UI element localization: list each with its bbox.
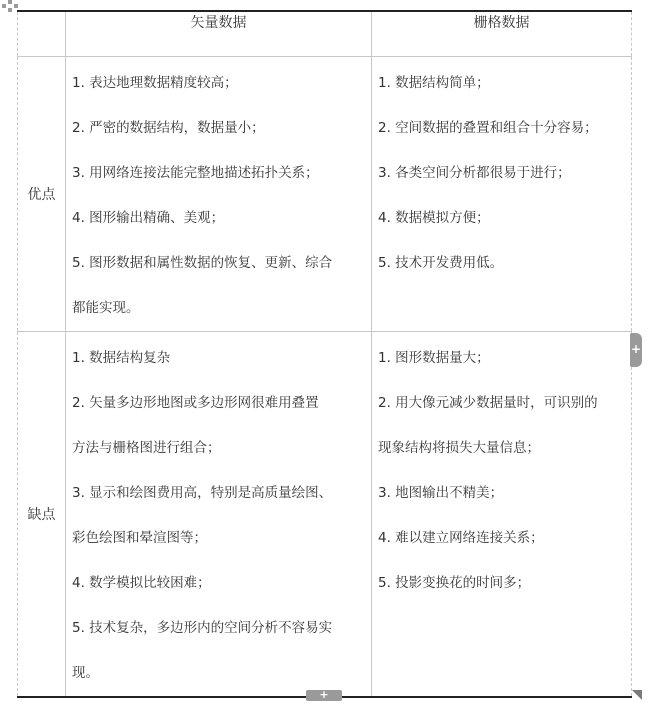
list-item: 1. 数据结构简单； [378, 75, 490, 91]
list-item: 现象结构将损失大量信息； [378, 440, 540, 456]
list-item: 2. 用大像元减少数据量时，可识别的 [378, 395, 598, 411]
list-item: 3. 各类空间分析都很易于进行； [378, 165, 571, 181]
advantages-vector-cell[interactable] [66, 57, 372, 332]
comparison-table [17, 10, 632, 698]
list-item: 1. 数据结构复杂 [72, 350, 171, 366]
row-label-disadvantages[interactable]: 缺点 [18, 332, 66, 698]
disadvantages-row [18, 332, 632, 698]
list-item: 5. 技术复杂，多边形内的空间分析不容易实 [72, 620, 333, 636]
list-item: 都能实现。 [72, 300, 140, 316]
list-item: 1. 表达地理数据精度较高； [72, 75, 238, 91]
resize-corner-icon[interactable] [632, 690, 642, 700]
advantages-raster-cell[interactable] [372, 57, 632, 332]
list-item: 3. 用网络连接法能完整地描述拓扑关系； [72, 165, 319, 181]
list-item: 4. 难以建立网络连接关系； [378, 530, 544, 546]
list-item: 2. 空间数据的叠置和组合十分容易； [378, 120, 598, 136]
disadvantages-vector-cell[interactable] [66, 332, 372, 698]
list-item: 5. 投影变换花的时间多； [378, 575, 531, 591]
header-row [18, 11, 632, 57]
row-label-advantages[interactable]: 优点 [18, 57, 66, 332]
header-vector-data[interactable]: 矢量数据 [66, 11, 372, 57]
list-item: 现。 [72, 665, 99, 681]
advantages-row [18, 57, 632, 332]
plus-icon: + [630, 342, 642, 356]
disadvantages-raster-cell[interactable] [372, 332, 632, 698]
list-item: 4. 数据模拟方便； [378, 210, 490, 226]
list-item: 5. 技术开发费用低。 [378, 255, 504, 271]
add-row-button[interactable] [306, 690, 342, 701]
list-item: 1. 图形数据量大； [378, 350, 490, 366]
list-item: 3. 显示和绘图费用高，特别是高质量绘图、 [72, 485, 333, 501]
move-icon[interactable] [2, 0, 18, 12]
list-item: 4. 图形输出精确、美观； [72, 210, 225, 226]
list-item: 2. 矢量多边形地图或多边形网很难用叠置 [72, 395, 319, 411]
list-item: 5. 图形数据和属性数据的恢复、更新、综合 [72, 255, 333, 271]
header-corner-cell[interactable] [18, 11, 66, 57]
list-item: 3. 地图输出不精美； [378, 485, 504, 501]
list-item: 4. 数学模拟比较困难； [72, 575, 211, 591]
list-item: 方法与栅格图进行组合； [72, 440, 221, 456]
list-item: 2. 严密的数据结构，数据量小； [72, 120, 265, 136]
plus-icon: + [319, 688, 329, 701]
list-item: 彩色绘图和晕渲图等； [72, 530, 207, 546]
header-raster-data[interactable]: 栅格数据 [372, 11, 632, 57]
add-column-button[interactable] [630, 333, 642, 367]
